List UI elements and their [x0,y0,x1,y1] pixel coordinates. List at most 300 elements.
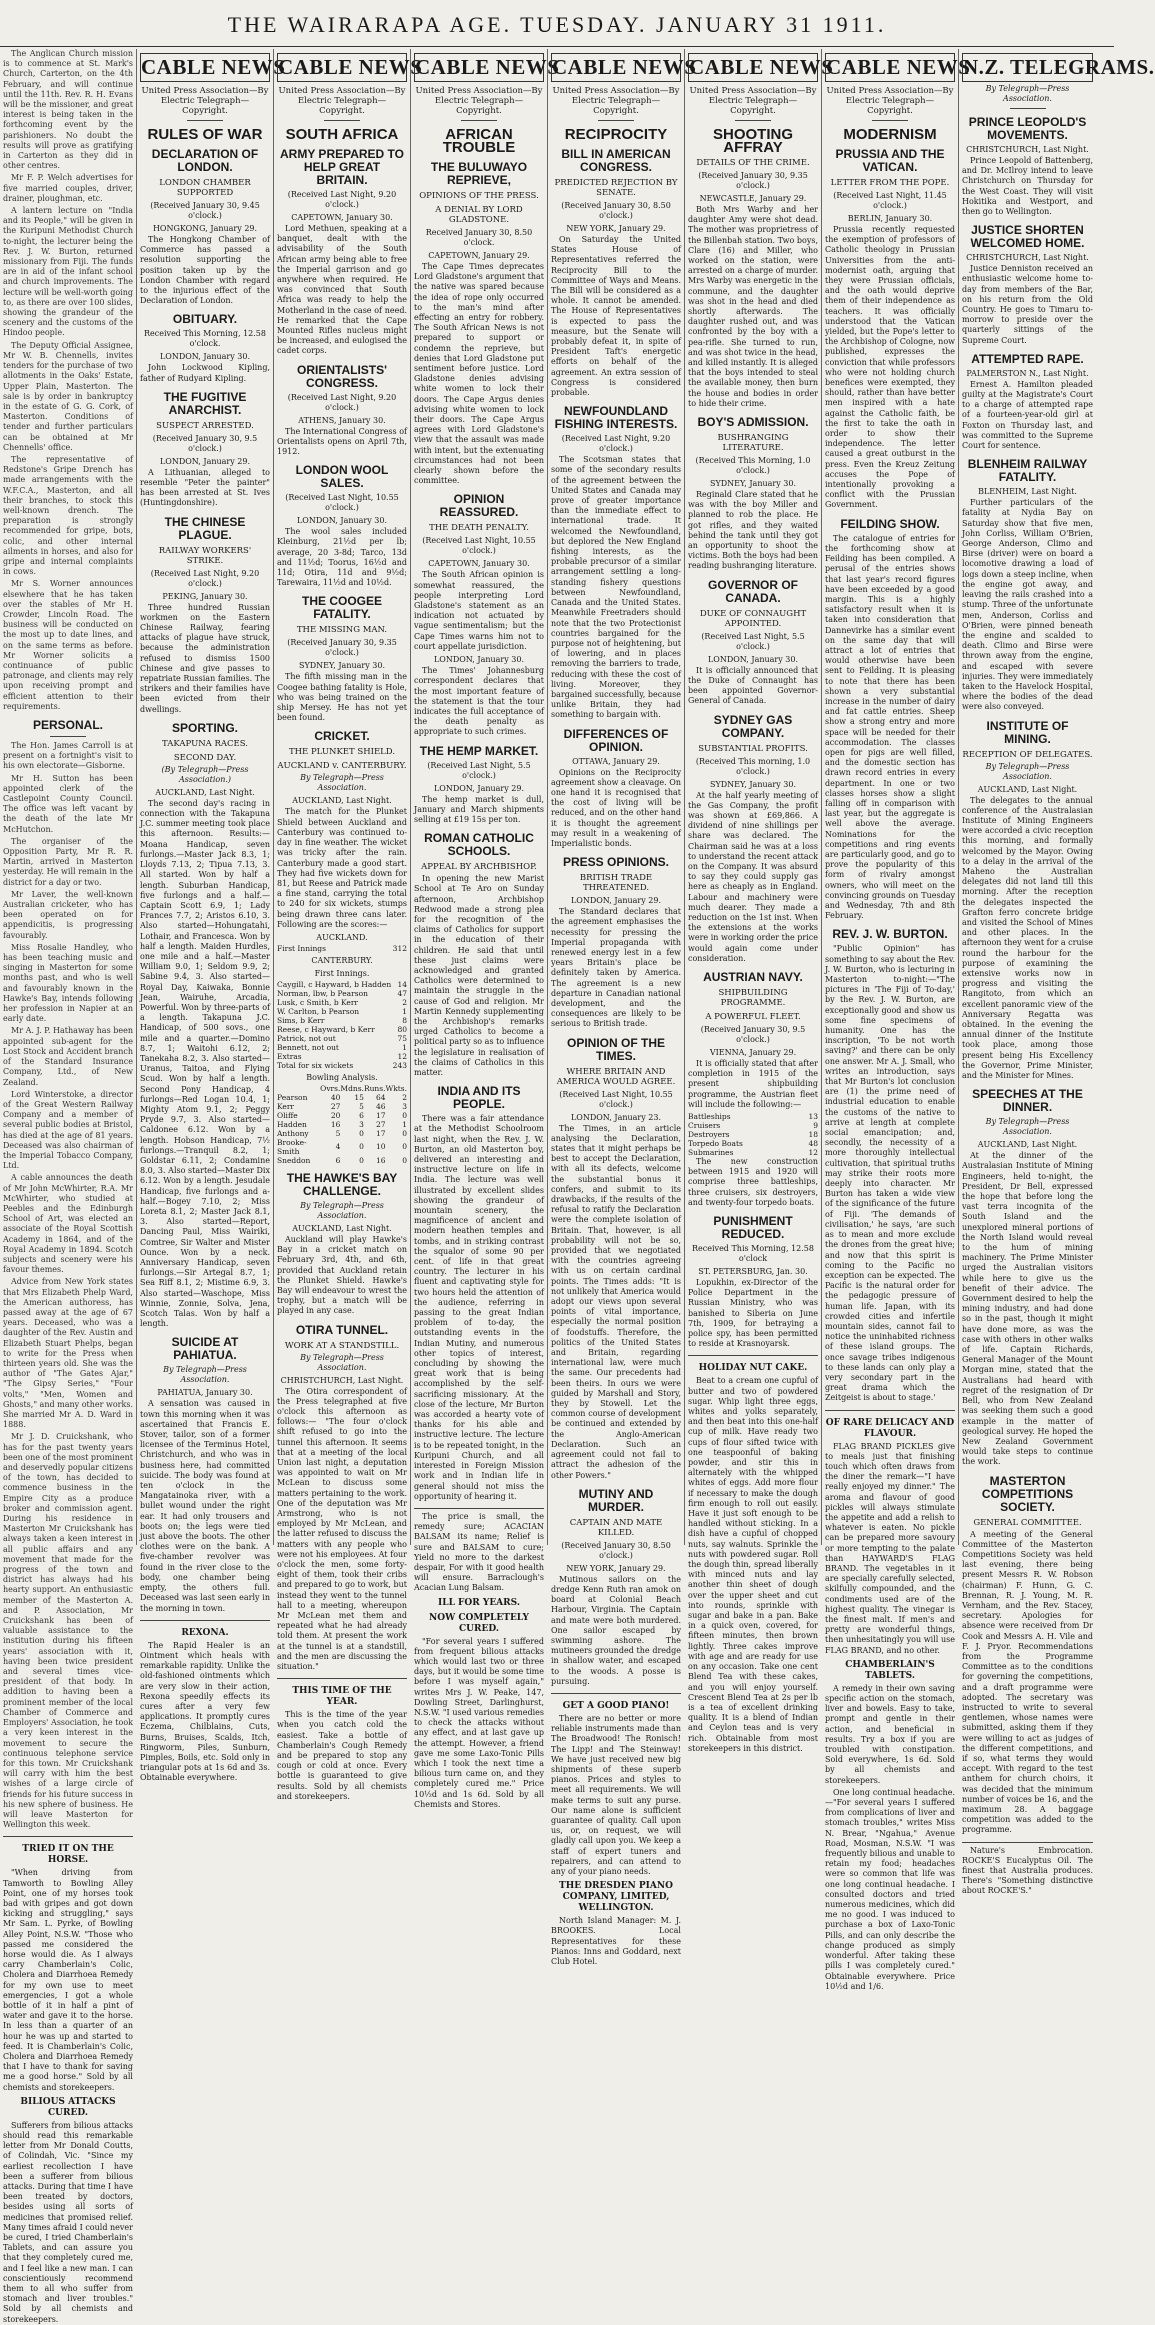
article-body: The second day's racing in connection with the Takapuna J.C. summer meeting took place this afternoon. Results:— Moana Handicap, seven furlongs.—Master Jack 8.3, 1; Lloyds 7.13, 2; Tipua 7.13, 3. All started. Won by half a length. Suburban Handicap, five furlongs and a half.—Captain Scott 6.9, 1; Lady Frances 7.7, 2; Aristos 6.10, 3. Also started—Hohungatahi, Lothair, and Francesca. Won by half a length. Maiden Hurdles, one mile and a half.—Master William 9.0, 1; Seldom 9.9, 2; Sabine 9.4, 3. Also started—Royal Day, Kaiwaka, Bonnie Jean, Wairuhe, Arcadia, Powerful. Won by three-parts of a length. Takapuna J.C. Handicap, of 500 sovs., one mile and a quarter.—Domino 8.7, 1; Waitohi 6.12, 2; Tanekaha 8.2, 3. Also started—Uranus, Taitoa, and Flying Scud. Won by half a length. Second Pony Handicap, 4 furlongs—Red Logan 10.4, 1; Mighty Atom 9.1, 2; Peggy Pryde 9.7, 3. Also started—Caldonee 6.12. Won by a length. Hobson Handicap, 7½ furlongs.—Tranquil 8.2, 1; Goldstar 6.11, 2; Condamine 8.0, 3. Also started—Master Dix 6.12. Won by a length. Jesudale Handicap, five furlongs and a-half.—Bogey 7.10, 2; Miss Loreta 8.1, 2; Master Jack 8.1, 3. Also started—Report, Dancing Paul, Miss Wairiki, Comtree, Sir Walter and Mister Ounce. Won by a neck. Anniversary Handicap, seven furlongs.—Sir Artegal 8.7, 1; Sea Riff 8.1, 2; Mistime 6.9, 3. Also started—Waschope, Miss Winnie, Zonnie, Solva, Jena, Scotch Talas. Won by half a length. [140,798,270,1329]
article-body: The Times, in an article analysing the Declaration, states that it might perhaps be best to accept the Declaration, with all its defects, welcome the substantial bonus it confers, and submit to its drawbacks, if the results of the refusal to ratify the Declaration were the complete isolation of Britain. That, however, is all probability will not be so, provided that we negotiated with the countries agreeing with us on certain cardinal points. The Times adds: "It is not unlikely that America would adopt our views upon several points of vital importance, especially the normal position of foodstuffs. Therefore, the politics of the United States and Britain, regarding international law, were much the same. Our precedents had been theirs. In ours we were guided by Marshall and Story, they by Stowell. Let the common course of development be continued and extended by the Anglo-American Declaration. Such an agreement could not fail to attract the adhesion of the other Powers." [551,1123,682,1480]
column-local-news [0,49,137,2324]
ad-heading: THE DRESDEN PIANO COMPANY, LIMITED, WELLINGTON. [559,1881,673,1914]
divider [324,120,360,121]
innings-label: First Innings. [314,968,370,978]
dateline: AUCKLAND, Last Night. [977,1140,1078,1150]
article-subhead: LONDON CHAMBER SUPPORTED [159,178,251,198]
table-cell: 3 [402,1101,407,1111]
article-headline: PUNISHMENT REDUCED. [713,1213,793,1241]
local-item: The Deputy Official Assignee, Mr W. B. Chennells, invites tenders for the purchase of two allotments in the Oaks' Estate, Upper Plain, Masterton. The sale is by order in bankruptcy in the estate of G. G. Cork, of Masterton. Conditions of tender and further particulars can be obtained at Mr Chennells' office. [3,340,133,452]
table-cell: 12 [397,1051,407,1061]
article-body: Opinions on the Reciprocity agreement show a cleavage. On one hand it is recognised that the cost of living will be reduced, and on the other hand it is thought the agreement may result in a weakening of Imperialistic bonds. [551,767,681,848]
advertisement [414,1508,544,1810]
table-cell: W. Carlton, b Pearson [277,1006,360,1016]
received-line: (Received January 30, 9.5 o'clock.) [700,1024,806,1044]
table-cell: 5 [359,1101,364,1111]
article-subhead: PREDICTED REJECTION BY SENATE. [554,178,678,198]
innings-table [277,944,407,953]
article-body: Mutinous sailors on the dredge Kenn Ruth ran amok on board at Colonial Beach Harbour, Virginia. The Captain and mate were both murdered. One sailor escaped by swimming ashore. The mutineers grounded the dredge in shallow water, and escaped to the woods. A posse is pursuing. [551,1574,681,1686]
table-cell: Battleships [688,1111,731,1121]
article-body: On Saturday the United States House of Representatives referred the Reciprocity Bill to the Committee of Ways and Means. The Bill will be considered as a whole. It cannot be amended. The House of Representatives is expected to pass the measure, but the Senate will probably defeat it, in spite of President Taft's energetic efforts on behalf of the agreement. An extra session of Congress is considered probable. [551,235,681,398]
received-line: Received This Morning, 12.58 o'clock [692,1243,814,1263]
article-subhead: THE DEATH PENALTY. [429,523,529,534]
dateline: PEKING, January 30. [162,591,248,601]
byline: By Telegraph—Press Association. [300,1200,384,1220]
dateline: HONGKONG, January 29. [152,224,258,233]
local-item: Mr S. Worner announces elsewhere that he has taken over the stables of Mr H. Crowder, Lincoln Road. The business will be conducted on the most up to date lines, and on the same terms as before. Mr Worner solicits a continuance of public patronage, and clients may rely upon receiving prompt and efficient attention to their requirements. [3,579,133,711]
ad-heading: GET A GOOD PIANO! [562,1700,670,1711]
ad-body: Beat to a cream one cupful of butter and two of powdered sugar. Whip light three eggs, whites and yolks separately, and then beat into this one-half cup of milk. Have ready two cups of flour sifted twice with one teaspoonful of baking powder, and stir this in alternately with the whipped whites of eggs. Add more flour if necessary to make the dough firm enough to roll out easily. Have it just soft enough to be handled without sticking. In a dish have a cupful of chopped nuts, say walnuts. Sprinkle the nuts with powdered sugar. Roll the dough thin, spread liberally with minced nuts and lay another thin sheet of dough over the upper sheet and cut into rounds, sprinkle with sugar and bake in a pan. Bake in a quick oven, covered, for fifteen minutes, then brown lightly. Three cakes improve with age and are ready for use on any occasion. Take one cent Blend Tea with these cakes, and you will enjoy yourself. Crescent Blend Tea at 2s per lb is a tea of excellent drinking quality. It is a blend of Indian and Ceylon teas and is very rich. Obtainable from most storekeepers in this district. [688,1376,818,1753]
received-line: (Received Last Night, 11.45 o'clock.) [833,191,947,210]
received-line: (Received This Morning, 1.0 o'clock.) [695,456,811,476]
section-title: N.Z. TELEGRAMS. [962,53,1093,82]
personal-item: The organiser of the Opposition Party, Mr R. R. Martin, arrived in Masterton yesterday. He will remain in the district for a day or two. [3,836,133,887]
team-name: CANTERBURY. [311,955,373,965]
article-subhead: DECLARATION OF LONDON. [151,147,259,174]
ad-body: Nature's Embrocation. ROCKE'S Eucalyptus Oil. The finest that Australia produces. There's "Something distinctive about ROCKE'S." [962,1845,1093,1896]
personal-item: Advice from New York states that Mrs Elizabeth Phelp Ward, the American authoress, has passed away at the age of 67 years. Deceased, who was a daughter of the Rev. Austin and Elizabeth Stuart Phelps, began to write for the Press when thirteen years old. She was the author of "The Gates Ajar," "The Gipsy Series," "Four volts," "Men, Women and Ghosts," and many other works. She married Mr A. D. Ward in 1888. [3,1277,133,1430]
article-headline: FEILDING SHOW. [840,516,940,531]
ad-heading: OF RARE DELICACY AND FLAVOUR. [825,1417,955,1439]
ad-body: The price is small, the remedy sure; ACACIAN BALSAM its name; Relief is sure and BALSAM to cure; Yield no more to the darkest despair, For with it good health will ensure. Barraclough's Acacian Lung Balsam. [414,1511,544,1593]
assoc-line: By Telegraph—Press Association. [985,84,1070,103]
table-cell: 40 [330,1092,341,1102]
article-body: Prince Leopold of Battenberg, and Dr. McIlroy intend to leave Christchurch on Thursday for the West Coast. They will visit Hokitika and Westport, and then go to Wellington. [962,156,1093,217]
article-headline: THE HAWKE'S BAY CHALLENGE. [286,1170,398,1198]
divider [872,120,908,121]
byline: By Telegraph—Press Association. [300,1352,384,1372]
article-subhead: SHIPBUILDING PROGRAMME. [718,987,788,1008]
table-cell: 0 [359,1155,364,1165]
bowling-row [277,1111,407,1120]
article-subhead: PRUSSIA AND THE VATICAN. [835,147,945,174]
table-cell: Submarines [688,1147,734,1157]
local-item: The Anglican Church mission is to commence at St. Mark's Church, Carterton, on the 4th February, and will continue until the 11th. Rev. R. H. Evans will be the missioner, and great interest is being taken in the forthcoming event by the parishioners. No doubt the results will prove as gratifying in Carterton as they did in other centres. [3,49,133,171]
article-subhead: ARMY PREPARED TO HELP GREAT BRITAIN. [279,147,405,187]
dateline: NEW YORK, January 29. [566,224,666,233]
article-subhead: THE BULUWAYO REPRIEVE, [430,160,528,187]
article-headline: ROMAN CATHOLIC SCHOOLS. [424,831,534,859]
article-body: Three hundred Russian workmen on the Eastern Chinese Railway, fearing attacks of plague have struck, because the administration refused to dismiss 1500 Chinese and give passes to repatriate Russian families. The strikers and their families have been evicted from their dwellings. [140,602,270,714]
personal-item: Miss Rosalie Handley, who has been teaching music and singing in Masterton for some months past, and who is well and favourably known in the Hawke's Bay, intends following her profession in Napier at an early date. [3,942,133,1024]
article-body: The Otira correspondent of the Press telegraphed at five o'clock this afternoon as follows:— "The four o'clock shift refused to go into the tunnel this afternoon. It seems that at a meeting of the local Union last night, a deputation was appointed to wait on Mr McLean to discuss some matters pertaining to the work. One of the deputation was Mr Armstrong, who is not employed by Mr McLean, and the latter refused to discuss the matters with any people who were not his employees. At four o'clock the men, some forty-eight of them, took their cribs and prepared to go to work, but instead they went to the tunnel hall to a meeting, whereupon Mr McLean met them and repeated what he had already told them. At present the work at the tunnel is at a standstill, and the men are discussing the situation." [277,1386,407,1672]
table-cell: 16 [375,1155,386,1165]
article-headline: AFRICAN TROUBLE [442,126,516,156]
received-line: (Received Last Night, 9.20 o'clock.) [150,568,260,588]
divider [187,120,223,121]
column-header [277,1084,320,1093]
dateline: LONDON, January 29. [159,456,251,466]
bowling-row [277,1093,407,1102]
article-headline: OTIRA TUNNEL. [295,1322,389,1337]
article-headline: NEWFOUNDLAND FISHING INTERESTS. [554,404,678,432]
team-name: AUCKLAND. [316,932,368,942]
dateline: VIENNA, January 29. [709,1047,797,1057]
article-body: There was a fair attendance at the Methodist Schoolroom last night, when the Rev. J. W. Burton, an old Masterton boy, delivered an interesting and instructive lecture on life in India. The lecture was well illustrated by excellent slides showing the grandeur of mountain scenery, the magnificence of ancient and modern heathen temples and tombs, and in striking contrast the squalor of some 90 per cent. of life in that great country. The lecturer in his fluent and captivating style for two hours held the attention of the audience, referring in passing to the great Indian problem of to-day, the outstanding events in the Indian Mutiny, and numerous other topics of interest, concluding by showing the great work that is being accomplished by the self-sacrificing missionary. At the close of the lecture, Mr Burton was accorded a hearty vote of thanks for his able and instructive lecture. The lecture is to be repeated tonight, in the Kuripuni Church, and all interested in Foreign Mission work and in Indian life in general should not miss the opportunity of hearing it. [414,1114,544,1501]
article-headline: LONDON WOOL SALES. [295,463,389,491]
table-cell: 0 [359,1128,364,1138]
total-value: 243 [392,1060,407,1070]
bowling-table [277,1084,407,1165]
table-cell: Norman, lbw, b Pearson [277,988,368,998]
article-headline: SPORTING. [171,720,238,735]
table-cell: 27 [330,1101,341,1111]
article-headline: INDIA AND ITS PEOPLE. [437,1084,521,1112]
article-subhead: BUSHRANGING LITERATURE. [717,433,789,454]
article-headline: ATTEMPTED RAPE. [971,351,1084,366]
received-line: (Received Last Night, 9.20 o'clock.) [561,434,671,454]
column-cable-news-2 [274,49,423,1801]
batting-row [277,998,407,1007]
dateline: SYDNEY, January 30. [298,661,385,671]
ad-body: "For several years I suffered from frequent bilious attacks which would last two or three days, but it would be some time before I was myself again," writes Mrs J. W. Peake, 147, Dowling Street, Darlinghurst, N.S.W. "I used various remedies to check the attacks without any effect, and at last gave up the attempt. However, a friend gave me some Laxo-Tonic Pills which I took the next time a bilious turn came on, and they completely cured me." Price 10½d and 1s 6d. Sold by all Chemists and Stores. [414,1636,544,1809]
dateline: LONDON, January 29. [570,896,662,906]
section-title: CABLE NEWS [688,53,818,82]
article-body: The fifth missing man in the Coogee bathing fatality is Hole, who was being trained on the ship Mersey. He has not yet been found. [277,672,407,723]
article-body: Ernest A. Hamilton pleaded guilty at the Magistrate's Court to a charge of attempted rape of a fourteen-year-old girl at Foxton on Thursday last, and was committed to the Supreme Court for sentence. [962,379,1093,451]
ad-heading: HOLIDAY NUT CAKE. [698,1363,808,1374]
batting-row [277,1007,407,1016]
article-body: Auckland will play Hawke's Bay in a cricket match on February 3rd, 4th, and 6th, provided that Auckland retain the Plunket Shield. Hawke's Bay will endeavour to wrest the trophy, but a match will be played in any case. [277,1234,407,1316]
table-cell: 64 [375,1092,386,1102]
table-cell: 75 [397,1033,407,1043]
ad-heading: THIS TIME OF THE YEAR. [292,1686,392,1708]
article-body: Prussia recently requested the exemption of professors of Catholic theology in Prussian Universities from the anti-modernist oath, arguing that they were Prussian officials, and the oath would deprive them of their independence as teachers. It was officially understood that the Vatican yielded, but the Pope's letter to the Archbishop of Cologne, now published, expresses the conviction that while professors who were not holding church benefices were exempted, they should, rather than have better men inspired with a hate against the Catholic faith, be the first to take the oath in order to show their independence. The letter caused a great outburst in the press. Even the Kreuz Zeitung accuses the Pope of intentionally provoking a conflict with the Prussian Government. [825,225,955,510]
dateline: AUCKLAND, Last Night. [977,784,1078,794]
table-cell: 0 [402,1110,407,1120]
article-body: At the half yearly meeting of the Gas Company, the profit was shown at £69,866. A dividend of nine shillings per share was declared. The Chairman said he was at a loss to understand the recent attack on the Company. It was absurd to say they could supply gas here as cheaply as in England. Labour and machinery were much dearer. They made a reduction on the 1st inst. When the extensions at the works were in working order the price would again come under consideration. [688,790,818,963]
article-headline: SPEECHES AT THE DINNER. [972,1087,1083,1115]
column-nz-telegrams [959,49,1155,1896]
table-cell: 0 [402,1128,407,1138]
personal-item: Lord Winterstoke, a director of the Great Western Railway Company and a member of several public bodies at Bristol, has died at the age of 81 years. Deceased was also chairman of the Imperial Tobacco Company, Ltd. [3,1089,133,1171]
batting-row [277,1034,407,1043]
personal-item: Mr J. D. Cruickshank, who has for the past twenty years been one of the most prominent and deservedly popular citizens of the town, has decided to commence business in the Empire City as a produce broker and commission agent. During his residence in Masterton Mr Cruickshank has always taken a keen interest in all public affairs and any movement that made for the progress of the town and district has always had his hearty support. An enthusiastic member of the Masterton A. and P. Association, Mr Cruickshank has been of valuable assistance to the institution during his fifteen years' association with it, having been twice president and several times vice-president of that body. In addition to having been a prominent member of the local Chamber of Commerce and Employers' Association, he took a very keen interest in the movement to secure the continuous telephone service for this town. Mr Cruickshank will carry with him the best wishes of a large circle of friends for his future success in his new sphere of business. He will leave Masterton for Wellington this week. [3,1432,133,1830]
assoc-line: United Press Association—By Electric Telegraph—Copyright. [826,86,954,116]
article-headline: ORIENTALISTS' CONGRESS. [297,362,387,390]
table-cell: 8 [402,1015,407,1025]
divider [735,120,771,121]
table-cell: 20 [330,1110,341,1120]
section-title: CABLE NEWS [414,53,544,82]
bowling-row [277,1138,407,1156]
article-body: The South African opinion is somewhat reassured, the people interpreting Lord Gladstone's statement as an indication not actuated by vague sentimentalism; but the Cape Times warns him not to court appellate jurisdiction. [414,570,544,651]
article-body: A meeting of the General Committee of the Masterton Competitions Society was held last evening, there being present Messrs R. W. Robson (chairman) F. Hunn, G. C. Brennan, R. J. Young, M. R. Vernham, and the Rev. Stacey, secretary. Apologies for absence were received from Dr Cook and Messrs A. H. Vile and F. J. Pryor. Recommendations from the Programme Committee as to the conditions for governing the competitions, and a draft programme were adopted. The secretary was instructed to write to several gentlemen, whose names were submitted, asking them if they were willing to act as judges of the different competitions, and if so, what terms they would accept. With regard to the test anthem for church choirs, it was decided that the minimum number of voices be 16, and the maximum 28. A baggage competition was added to the programme. [962,1529,1093,1835]
table-cell: 13 [808,1111,818,1121]
fleet-row [688,1139,818,1148]
article-body: Both Mrs Warby and her daughter Amy were shot dead. The mother was proprietress of the Billenbah station. Two boys, Clare (16) and Miller, who worked on the station, were arrested on a charge of murder. Mrs Warby was energetic in the commune, and the daughter was shot in the head and died shortly afterwards. The daughter rushed out, and was confronted by the boy with a pea-rifle. She turned to run, and was shot twice in the head, and killed instantly. It is alleged that the boys intended to steal the available money, then burn the house and bodies in order to hide their crime. [688,205,818,408]
article-body: Reginald Clare stated that he was with the boy Miller and planned to rob the place. He got rifles, and they waited behind the tank until they got an opportunity to shoot the victims. Both the boys had been reading bushranging literature. [688,490,818,571]
article-body: The Standard declares that the agreement emphasises the necessity for pressing the Imperial propaganda with renewed energy lest in a few years Britain's place be definitely taken by America. The agreement is a new departure in Canadian national development, and the consequences are likely to be serious to British trade. [551,907,681,1029]
innings-label: First Innings [277,943,326,953]
article-subhead: SECOND DAY. [173,752,237,763]
table-cell: Oliffe [277,1110,298,1120]
local-item: A lantern lecture on "India and its People," will be given in the Kuripuni Methodist Church to-night, the lecturer being the Rev. J. W. Burton, returned missionary from Fiji. The funds are in aid of the infant school and church improvements. The lecture will be well-worth going to, as there are over 100 slides, showing the grandeur of the scenery and the customs of the Hindoo people. [3,206,133,338]
article-body: Justice Denniston received an enthusiastic welcome home to-day from members of the Bar, on his return from the Old Country. He goes to Timaru to-morrow to preside over the quarterly sittings of the Supreme Court. [962,264,1093,345]
article-subhead: GENERAL COMMITTEE. [973,1517,1082,1528]
article-body: The Times' Johannesburg correspondent declares that the most important feature of the statement is that the tour indicates the full acceptance of the death penalty as appropriate to such crimes. [414,666,544,737]
table-cell: 0 [402,1142,407,1152]
dateline: NEW YORK, January 29. [566,1563,666,1573]
table-cell: Torpedo Boats [688,1138,743,1148]
article-headline: BOY'S ADMISSION. [697,415,809,430]
ad-body: "When driving from Tamworth to Bowling Alley Point, one of my horses took bad with gripes and got down kicking and struggling," says Mr Sam. L. Pyrke, of Bowling Alley Point, N.S.W. "Those who passed me considered the horse would die. As I always carry Chamberlain's Colic, Cholera and Diarrhoea Remedy for my own use to meet emergencies, I got a whole bottle of it in half a pint of water and gave it to the horse. In less than a quarter of an hour he was up and started to feed. It is Chamberlain's Colic, Cholera and Diarrhoea Remedy that I have to thank for saving me a good horse." Sold by all chemists and storekeepers. [3,1868,133,2092]
table-row [277,944,407,953]
dateline: BERLIN, January 30. [847,214,933,223]
bowling-row [277,1156,407,1165]
article-headline: REV. J. W. BURTON. [832,927,948,942]
received-line: (Received January 30, 8.50 o'clock.) [561,201,671,220]
article-body: Further particulars of the fatality at Nydia Bay on Saturday show that five men, John Corliss, William O'Brien, George Anderson, Climo and Birse (driver) were on board a locomotive drawing a load of logs down a steep incline, when the engine got away, and leaving the rails crashed into a stump. Three of the unfortunate men, Anderson, Corliss and O'Brien, were pinned beneath the engine and scalded to death. Climo and Birse were thrown away from the engine, and escaped with severe injuries. They were immediately taken to the Havelock Hospital, where the bodies of the dead were also conveyed. [962,498,1093,712]
article-headline: INSTITUTE OF MINING. [986,718,1069,746]
column-header: Runs. [363,1083,386,1093]
personal-item: The Hon. James Carroll is at present on a fortnight's visit to his own electorate—Gisborne. [3,741,133,771]
received-line: (Received Last Night, 10.55 o'clock.) [559,1089,673,1109]
column-cable-news-4 [548,49,697,1966]
column-header: Wkts. [385,1083,407,1093]
article-body: The Hongkong Chamber of Commerce has passed a resolution supporting the position taken up by the London Chamber with regard to the injurious effect of the Declaration of London. [140,235,270,306]
article-headline: THE CHINESE PLAGUE. [164,514,246,542]
advertisement [825,1410,955,1992]
ad-heading: NOW COMPLETELY CURED. [429,1612,529,1634]
table-cell: 9 [813,1120,818,1130]
dateline: AUCKLAND, Last Night. [155,787,255,797]
received-line: (Received Last Night, 10.55 o'clock.) [285,493,399,513]
table-cell: Destroyers [688,1129,730,1139]
table-cell: 2 [402,1092,407,1102]
article-body: At the dinner of the Australasian Institute of Mining Engineers, held to-night, the President, Dr Bell, expressed the hope that before long the vast terra incognita of the South Island and the unexplored mineral portions of the North Island would reveal to the hum of mining machinery. The Prime Minister urged the Australian visitors while here to give us the benefit of their advice. The Government desired to help the mining industry, and had done so in the past, though it might have done more, as was the case with others in other walks of life. Captain Richards, General Manager of the Mount Morgan mine, stated that the Australians had heard with regret of the resignation of Dr Bell, who from New Zealand was seeking them such a good example in the matter of geological survey. He hoped the New Zealand Government would take steps to continue the work. [962,1151,1093,1467]
assoc-line: United Press Association—By Electric Telegraph—Copyright. [141,86,269,116]
received-line: (Received January 30, 9.5 o'clock.) [152,433,258,453]
article-headline: OPINION OF THE TIMES. [566,1035,665,1063]
article-headline: GOVERNOR OF CANADA. [707,577,798,605]
table-cell: 48 [808,1138,818,1148]
personal-item: A cable announces the death of Mr John McWhirter, R.A. Mr McWhirter, who studied at Peebles and the Edinburgh School of Art, was elected an associate of the Royal Scottish Academy in 1864, and of the Royal Academy in 1894. Scotch subjects and scenery were his favour themes. [3,1173,133,1275]
bowling-row [277,1102,407,1111]
dateline: LONDON, January 29. [433,783,525,793]
section-title: CABLE NEWS [277,53,407,82]
table-cell: 3 [359,1119,364,1129]
table-cell: 14 [397,979,407,989]
article-body: A Lithuanian, alleged to resemble "Peter the painter" has been arrested at St. Ives (Huntingdonshire). [140,467,270,508]
table-cell: 1 [402,1119,407,1129]
advertisement [551,1693,681,1967]
section-title: CABLE NEWS [140,53,270,82]
table-cell: Hadden [277,1119,307,1129]
article-subhead: LETTER FROM THE POPE. [830,178,950,188]
table-cell: Kerr [277,1101,295,1111]
article-subhead: DETAILS OF THE CRIME. [696,158,810,168]
column-header: Ovrs. [320,1083,341,1093]
dateline: LONDON, January 23. [570,1112,662,1122]
ad-body: This is the time of the year when you catch cold the easiest. Take a bottle of Chamberlain's Cough Remedy and be prepared to stop any cough or cold at once. Every bottle is guaranteed to give results. Sold by all chemists and storekeepers. [277,1710,407,1801]
personal-item: Mr H. Sutton has been appointed clerk of the Castlepoint County Council. The office was left vacant by the death of the late Mr McHutchon. [3,773,133,834]
batting-row [277,989,407,998]
article-body: The International Congress of Orientalists opens on April 7th, 1912. [277,426,407,457]
section-title: CABLE NEWS [825,53,955,82]
article-headline: OBITUARY. [172,312,238,327]
dateline: AUCKLAND, Last Night. [292,1223,392,1233]
byline: By Telegraph—Press Association. [163,1365,247,1385]
article-subhead: DUKE OF CONNAUGHT APPOINTED. [699,608,807,629]
table-cell: 0 [359,1142,364,1152]
article-headline: PRESS OPINIONS. [562,855,670,870]
article-subhead: AUCKLAND v. CANTERBURY. [277,761,407,772]
personal-item: Mr A. J. P. Hathaway has been appointed sub-agent for the Lost Stock and Accident branch of the Standard Insurance Company, Ltd., of New Zealand. [3,1026,133,1087]
ad-heading: BILIOUS ATTACKS CURED. [20,2096,116,2118]
article-headline: CRICKET. [314,729,370,744]
table-cell: 10 [375,1142,386,1152]
article-subhead: BRITISH TRADE THREATENED. [579,873,653,894]
dateline: LONDON, January 30. [296,516,388,526]
article-body: It is officially stated that after completion in 1915 of the present shipbuilding programme, the Austrian fleet will include the following:— [688,1058,818,1109]
article-subhead: SUSPECT ARRESTED. [156,420,254,431]
article-body: Lord Methuen, speaking at a banquet, dealt with the advisability of the South African army being able to free the Imperial garrison and go anywhere when required. He was convinced that South Africa was ready to help the Motherland in the case of need. He remarked that the Cape Mounted Rifles nucleus might be increased, and eulogised the cadet corps. [277,224,407,356]
dateline: SYDNEY, January 30. [709,479,796,489]
fleet-table [688,1112,818,1157]
ad-body: A remedy in their own saving specific action on the stomach, liver and bowels. Easy to take, prompt and gentle in their action, and beneficial in results. Try a box if you are troubled with constipation. Sold everywhere, 1s 6d. Sold by all chemists and storekeepers. [825,1683,955,1785]
advertisement [688,1355,818,1754]
total-label: Total for six wickets [277,1060,354,1070]
received-line: (Received January 30, 8.50 o'clock.) [561,1540,671,1560]
article-body: John Lockwood Kipling, father of Rudyard Kipling. [140,363,270,383]
local-item: The representative of Redstone's Gripe Drench has made arrangements with the W.F.C.A., Masterton, and all their branches, to stock this well-known drench. The preparation is strongly recommended for gripe, bots, colic, and other internal ailments in horses, and also for gripe and internal complaints in cows. [3,454,133,577]
table-cell: 5 [335,1128,341,1138]
table-cell: Sneddon [277,1155,311,1165]
article-body: The match for the Plunket Shield between Auckland and Canterbury was continued to-day in fine weather. The wicket was tricky after the rain. Canterbury made a good start. They had five wickets down for 81, but Reese and Patrick made a fine stand, carrying the total to 240 for six wickets, stumps being drawn three cans later. Following are the scores:— [277,807,407,929]
bowling-row [277,1129,407,1138]
divider [598,120,634,121]
byline: By Telegraph—Press Association. [985,761,1070,781]
table-cell: 1 [402,1006,407,1016]
table-cell: 6 [359,1110,364,1120]
batting-row [277,1025,407,1034]
dateline: AUCKLAND, Last Night. [292,796,392,806]
dateline: CHRISTCHURCH, Last Night. [966,145,1089,154]
batting-row [277,1052,407,1061]
article-body: The hemp market is dull, January and March shipments selling at £19 15s per ton. [414,794,544,824]
ad-heading: ILL FOR YEARS. [438,1597,520,1608]
table-cell: Bennett, not out [277,1042,339,1052]
article-subhead: A DENIAL BY LORD GLADSTONE. [435,205,523,225]
ad-body: Sufferers from bilious attacks should read this remarkable letter from Mr Donald Coutts, of Colindah, Vic. "Since my earliest recollection I have been a sufferer from bilious attacks. During that time I have been treated by doctors, besides using all sorts of medicines that promised relief. Many times afraid I could never be cured, I tried Chamberlain's Tablets, and can assure you that they completely cured me, and I feel like a new man. I can conscientiously recommend them to all who suffer from stomach and liver troubles." Sold by all chemists and storekeepers. [3,2120,133,2324]
ad-body: There are no better or more reliable instruments made than The Broadwood! The Ronisch! The Lipp! and The Steinway! We have just received new big shipments of these superb pianos. Prices and styles to meet all requirements. We will make terms to suit any purse. Our name alone is sufficient guarantee of quality. Call upon us, or, on request, we will gladly call upon you. We keep a staff of expert tuners and repairers, and can attend to any of your piano needs. [551,1713,681,1876]
innings-total: 312 [392,943,407,953]
received-line: (Received January 30, 9.35 o'clock.) [287,638,397,658]
table-cell: 0 [402,1155,407,1165]
article-body: The Cape Times deprecates Lord Gladstone's argument that the native was spared because the idea of rope only occurred to the man's mind after effecting an entry for robbery. The South African News is not prepared to support or condemn the reprieve, but denies that Lord Gladstone put sentiment before justice. Lord Gladstone denies advising white women to lock their doors. The Cape Argus denies advising white women to lock their doors. The Cape Argus agrees with Lord Gladstone's view that the assault was made with intent, but the extenuating circumstances had not been clearly shown before the committee. [414,262,544,486]
article-headline: THE COOGEE FATALITY. [301,594,382,622]
fleet-row [688,1148,818,1157]
article-body: It is officially announced that the Duke of Connaught has been appointed Governor-General of Canada. [688,665,818,706]
dateline: CAPETOWN, January 29. [428,251,530,260]
fleet-row [688,1130,818,1139]
byline: By Telegraph—Press Association. [300,773,384,793]
table-cell: 80 [397,1024,407,1034]
dateline: CHRISTCHURCH, Last Night. [966,253,1089,263]
received-line: Received January 30, 8.50 o'clock. [425,228,533,247]
table-cell: 2 [402,997,407,1007]
table-cell: Extras [277,1051,302,1061]
dateline: LONDON, January 30. [433,655,525,665]
divider [461,120,497,121]
article-headline: AUSTRIAN NAVY. [703,969,803,984]
dateline: OTTAWA, January 29. [572,756,660,766]
ad-body: North Island Manager: M. J. BROOKES. Local Representatives for these Pianos: Inns and Goddard, next Club Hotel. [551,1916,681,1966]
article-subhead: WORK AT A STANDSTILL. [284,1340,400,1351]
article-body: The catalogue of entries for the forthcoming show at Feilding has been compiled. A perusal of the entries shows that last year's record figures have been exceeded by a good margin. This is a highly satisfactory result when it is taken into consideration that Dannevirke has a similar event on the same day that will attract a lot of entries that would otherwise have been sent to Feilding. It is pleasing to note that there has been shown a very substantial increase in the number of dairy and fat cattle entries. Sheep show a strong entry and more space will be needed for their accommodation. The classes open for pigs are well filled, and the domestic section has drawn record entries in every department. In one or two classes horses show a slight falling off in comparison with last year, but the aggregate is well above the average. Nominations for the competitions and ring events are particularly good, and go to prove the popularity of this form of rivalry amongst owners, who will meet on the convincing grounds on Tuesday and Wednesday, 7th and 8th February. [825,533,955,921]
assoc-line: United Press Association—By Electric Telegraph—Copyright. [689,86,817,116]
article-subhead: BILL IN AMERICAN CONGRESS. [561,147,671,174]
column-header: Mdns. [340,1083,364,1093]
byline: By Telegraph—Press Association. [985,1117,1070,1137]
article-body: The new construction between 1915 and 1920 will comprise three battleships, three cruisers, six destroyers, and twenty-four torpedo boats. [688,1156,818,1207]
ad-heading: TRIED IT ON THE HORSE. [22,1844,114,1866]
article-headline: JUSTICE SHORTEN WELCOMED HOME. [970,223,1085,251]
article-subhead: OPINIONS OF THE PRESS. [419,191,539,201]
dateline: CAPETOWN, January 30. [291,213,393,222]
ad-body: The Rapid Healer is an Ointment which heals with remarkable rapidity. Unlike the old-fashioned ointments which are very slow in their action, Rexona speedily effects its cures after a very few applications. It promptly cures Eczema, Chilblains, Cuts, Burns, Bruises, Scalds, Itch, Ringworm, Piles, Sunburn, Pimples, Boils, etc. Sold only in triangular pots at 1s 6d and 3s. Obtainable everywhere. [140,1640,270,1783]
dateline: SYDNEY, January 30. [709,779,796,789]
article-subhead: TAKAPUNA RACES. [162,738,248,749]
ad-heading: REXONA. [181,1627,229,1638]
assoc-line: United Press Association—By Electric Telegraph—Copyright. [278,86,406,116]
personal-item: Mr Laver, the well-known Australian cricketer, who has been operated on for appendicitis, is progressing favourably. [3,889,133,940]
article-headline: SOUTH AFRICA [285,126,399,143]
table-cell: 46 [375,1101,386,1111]
article-body: The delegates to the annual conference of the Australasian Institute of Mining Engineers were accorded a civic reception this morning, and formally welcomed by the Mayor. Owing to a delay in the arrival of the Maheno the Australian delegates did not land till this morning. After the reception the delegates inspected the Grafton ferro concrete bridge and visited the School of Mines and other places. In the afternoon they went for a cruise round the harbour for the purpose of examining the extensive works now in progress and visiting the Rangitoto, from which an excellent panoramic view of the Anniversary Regatta was obtained. In the evening the annual dinner of the Institute took place, among those present being His Excellency the Governor, Prime Minister, and the Minister for Mines. [962,795,1093,1081]
masthead: THE WAIRARAPA AGE. TUESDAY. JANUARY 31 1911. [0,0,1114,47]
table-cell: 27 [375,1119,386,1129]
received-line: Received This Morning, 12.58 o'clock. [144,329,266,349]
table-cell: Patrick, not out [277,1033,336,1043]
article-subhead: CAPTAIN AND MATE KILLED. [569,1517,663,1538]
article-subhead: RAILWAY WORKERS' STRIKE. [158,545,252,566]
article-body: The wool sales included Kleinburg, 21½d per lb; average, 20 3-8d; Tarco, 13d and 11½d; Toorus, 16½d and 11d; Otira, 11d and 9½d; Tarewaira, 11½d and 10½d. [277,527,407,588]
dateline: CAPETOWN, January 30. [428,559,530,569]
article-subhead: SUBSTANTIAL PROFITS. [698,743,808,754]
table-cell: 1 [402,1042,407,1052]
bowling-row [277,1120,407,1129]
article-subhead: APPEAL BY ARCHBISHOP. [421,862,537,873]
column-cable-news-3 [411,49,560,1809]
received-line: (Received This morning, 1.0 o'clock.) [695,756,811,776]
table-cell: Cruisers [688,1120,721,1130]
batting-row [277,1043,407,1052]
advertisement [3,1836,133,2325]
received-line: (Received Last Night, 10.55 o'clock.) [422,536,536,556]
article-subhead: THE PLUNKET SHIELD. [288,747,396,758]
received-line: (Received January 30, 9.45 o'clock.) [150,201,260,220]
dateline: ST. PETERSBURG, Jan. 30. [698,1266,808,1276]
dateline: CHRISTCHURCH, Last Night. [280,1375,404,1385]
table-row [277,1061,407,1070]
article-headline: SUICIDE AT PAHIATUA. [171,1335,239,1363]
batting-table [277,980,407,1070]
received-line: (Received Last Night, 5.5 o'clock.) [427,760,531,780]
article-subhead: WHERE BRITAIN AND AMERICA WOULD AGREE. [556,1066,676,1087]
article-headline: MASTERTON COMPETITIONS SOCIETY. [981,1473,1074,1514]
table-cell: Pearson [277,1092,308,1102]
dateline: NEWCASTLE, January 29. [699,194,807,203]
received-line: (Received Last Night, 9.20 o'clock.) [287,392,397,412]
table-header-row [277,1084,407,1093]
table-cell: 47 [397,988,407,998]
table-cell: 12 [808,1147,818,1157]
assoc-line: United Press Association—By Electric Telegraph—Copyright. [415,86,543,116]
advertisement [277,1678,407,1802]
article-subhead: RECEPTION OF DELEGATES. [962,749,1093,760]
